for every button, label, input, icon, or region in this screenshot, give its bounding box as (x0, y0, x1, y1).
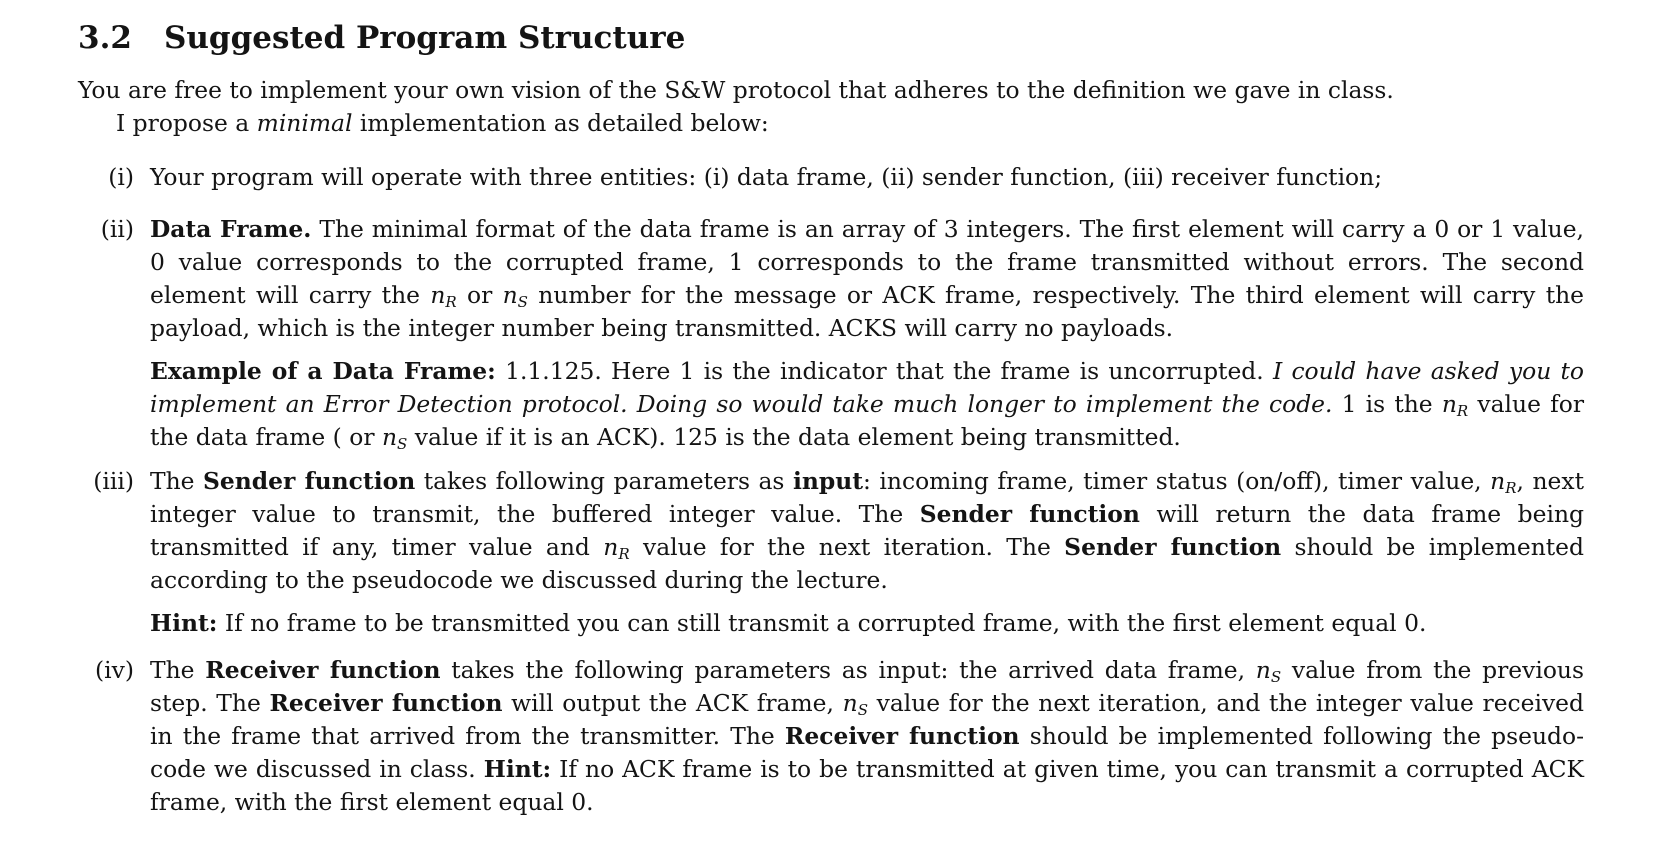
bold-term: Receiver function (784, 722, 1020, 750)
math-variable: n (502, 281, 518, 309)
math-subscript: S (517, 293, 528, 311)
paragraph-text: value for the next iteration, and the integer value received in the frame that arrived from the transmitter. The (150, 689, 1584, 750)
list-item-body (150, 465, 1584, 640)
intro-text: implementation as detailed below: (352, 109, 769, 137)
example-paragraph (150, 355, 1584, 454)
intro-paragraph (78, 74, 1588, 140)
hint-label: Hint: (150, 609, 218, 637)
intro-line-1: You are free to implement your own vision of the S&W protocol that adheres to the definition we gave in class. (78, 76, 1394, 104)
math-variable: n (1490, 467, 1506, 495)
paragraph-text: takes the following parameters as input: the arrived data frame, (440, 656, 1256, 684)
section-number: 3.2 (78, 20, 132, 56)
paragraph-text: or (456, 281, 503, 309)
section-title: Suggested Program Structure (164, 20, 686, 56)
sender-paragraph (150, 465, 1584, 597)
math-subscript: R (1505, 479, 1517, 497)
hint-text: If no frame to be transmitted you can still transmit a corrupted frame, with the first element equal 0. (217, 609, 1427, 637)
list-marker: (iii) (93, 467, 134, 495)
bold-term: Sender function (919, 500, 1140, 528)
paragraph-text: value for the next iteration. The (629, 533, 1065, 561)
math-subscript: S (857, 701, 868, 719)
math-variable: n (430, 281, 446, 309)
paragraph-text: number for the message or ACK frame, respectively. The third element will carry the payload, which is the integer number being transmitted. ACKS will carry no payloads. (150, 281, 1585, 342)
paragraph-text: should be implemented according to the pseudocode we discussed during the lecture. (150, 533, 1584, 594)
paragraph-text: value from the previous step. The (150, 656, 1584, 717)
intro-text: I propose a (116, 109, 257, 137)
math-subscript: R (445, 293, 457, 311)
math-subscript: R (618, 545, 630, 563)
emphasis-text: I could have asked you to implement an Error Detection protocol. Doing so would take much longer to implement the code. (150, 357, 1584, 418)
sender-hint (150, 607, 1584, 640)
intro-line-2 (78, 107, 1588, 140)
section-heading (78, 20, 685, 56)
math-variable: n (842, 689, 858, 717)
data-frame-paragraph (150, 213, 1584, 345)
bold-term: input (792, 467, 864, 495)
paragraph-text: The minimal format of the data frame is an array of 3 integers. The first element will carry a 0 or 1 value, 0 value corresponds to the corrupted frame, 1 corresponds to the frame transmitted without errors. The second element will carry the (150, 215, 1584, 309)
list-item-body (150, 161, 1584, 194)
math-variable: n (1255, 656, 1271, 684)
paragraph-text: value if it is an ACK). 125 is the data element being transmitted. (407, 423, 1181, 451)
intro-emphasis: minimal (256, 109, 353, 137)
math-subscript: S (397, 435, 408, 453)
hint-text: If no ACK frame is to be transmitted at given time, you can transmit a corrupted ACK frame, with the first element equal 0. (150, 755, 1585, 816)
paragraph-text: : incoming frame, timer status (on/off), timer value, (863, 467, 1491, 495)
bold-term: Receiver function (269, 689, 503, 717)
receiver-paragraph (150, 654, 1584, 819)
paragraph-text: , next integer value to transmit, the buffered integer value. The (150, 467, 1584, 528)
math-variable: n (1441, 390, 1457, 418)
bold-term: Sender function (203, 467, 416, 495)
data-frame-heading: Data Frame. (150, 215, 312, 243)
math-subscript: S (1270, 668, 1282, 686)
list-item-body (150, 213, 1584, 454)
list-item-text: Your program will operate with three entities: (i) data frame, (ii) sender function, (iii) receiver function; (150, 163, 1383, 191)
list-marker: (i) (108, 163, 134, 191)
paragraph-text: 1.1.125. Here 1 is the indicator that the frame is uncorrupted. (495, 357, 1273, 385)
math-variable: n (603, 533, 619, 561)
math-subscript: R (1456, 402, 1469, 420)
math-variable: n (381, 423, 398, 451)
paragraph-text: The (150, 467, 204, 495)
list-marker: (ii) (100, 215, 134, 243)
bold-term: Receiver function (205, 656, 441, 684)
bold-term: Sender function (1064, 533, 1282, 561)
paragraph-text: takes following parameters as (415, 467, 793, 495)
paragraph-text: should be implemented following the pseudo-code we discussed in class. (150, 722, 1584, 783)
paragraph-text: The (150, 656, 206, 684)
example-label: Example of a Data Frame: (150, 357, 496, 385)
paragraph-text: 1 is the (1332, 390, 1442, 418)
hint-label: Hint: (483, 755, 552, 783)
paragraph-text: will return the data frame being transmitted if any, timer value and (150, 500, 1584, 561)
paragraph-text: will output the ACK frame, (502, 689, 843, 717)
list-item-body (150, 654, 1584, 819)
paragraph-text: value for the data frame ( or (150, 390, 1584, 451)
list-marker: (iv) (95, 656, 134, 684)
